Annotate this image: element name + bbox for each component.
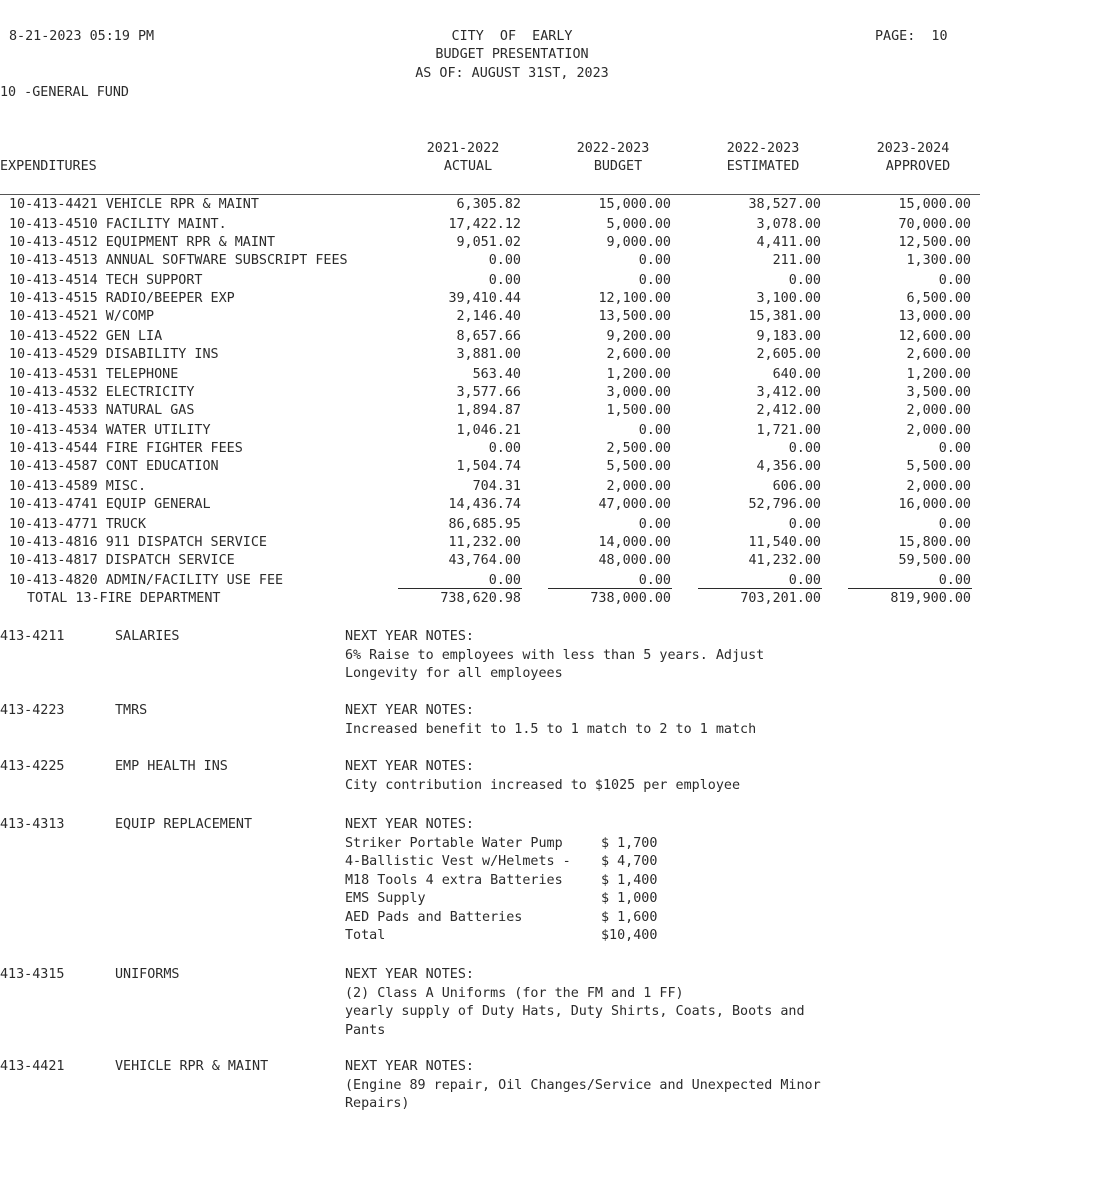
approved-value: 2,000.00 bbox=[906, 403, 971, 418]
note-body bbox=[345, 702, 756, 739]
actual-value: 39,410.44 bbox=[448, 291, 521, 306]
total-estimated: 703,201.00 bbox=[740, 591, 821, 606]
note-item bbox=[345, 872, 657, 891]
note-body bbox=[345, 966, 805, 1040]
approved-value: 59,500.00 bbox=[898, 553, 971, 568]
account-label: 10-413-4510 FACILITY MAINT. bbox=[9, 217, 227, 232]
col2-year: 2022-2023 bbox=[576, 141, 650, 156]
total-row bbox=[0, 590, 1000, 608]
note-body bbox=[345, 1058, 821, 1114]
table-row bbox=[0, 402, 1000, 420]
estimated-value: 0.00 bbox=[788, 441, 821, 456]
actual-value: 8,657.66 bbox=[456, 329, 521, 344]
header-divider bbox=[0, 194, 980, 195]
approved-value: 0.00 bbox=[938, 573, 971, 588]
actual-value: 11,232.00 bbox=[448, 535, 521, 550]
table-row bbox=[0, 346, 1000, 364]
table-row bbox=[0, 516, 1000, 534]
total-approved: 819,900.00 bbox=[890, 591, 971, 606]
actual-value: 3,881.00 bbox=[456, 347, 521, 362]
account-label: 10-413-4816 911 DISPATCH SERVICE bbox=[9, 535, 267, 550]
city-name: CITY OF EARLY bbox=[451, 29, 573, 44]
estimated-value: 4,356.00 bbox=[756, 459, 821, 474]
note-item-desc: Total bbox=[345, 928, 386, 943]
note-account-name: VEHICLE RPR & MAINT bbox=[115, 1059, 269, 1074]
note-account: 413-4211 bbox=[0, 629, 65, 644]
note-item bbox=[345, 890, 657, 909]
note-item bbox=[345, 853, 657, 872]
estimated-value: 3,412.00 bbox=[756, 385, 821, 400]
budget-value: 3,000.00 bbox=[606, 385, 671, 400]
col4-year: 2023-2024 bbox=[876, 141, 950, 156]
col3-year: 2022-2023 bbox=[726, 141, 800, 156]
note-text: Longevity for all employees bbox=[345, 666, 563, 681]
table-row bbox=[0, 328, 1000, 346]
account-label: 10-413-4529 DISABILITY INS bbox=[9, 347, 219, 362]
account-label: 10-413-4531 TELEPHONE bbox=[9, 367, 179, 382]
approved-value: 15,800.00 bbox=[898, 535, 971, 550]
actual-value: 6,305.82 bbox=[456, 197, 521, 212]
approved-value: 0.00 bbox=[938, 441, 971, 456]
col4-label: APPROVED bbox=[885, 159, 951, 174]
estimated-value: 52,796.00 bbox=[748, 497, 821, 512]
estimated-value: 640.00 bbox=[772, 367, 821, 382]
account-label: 10-413-4534 WATER UTILITY bbox=[9, 423, 211, 438]
account-label: 10-413-4817 DISPATCH SERVICE bbox=[9, 553, 235, 568]
budget-value: 15,000.00 bbox=[598, 197, 671, 212]
estimated-value: 9,183.00 bbox=[756, 329, 821, 344]
table-row bbox=[0, 496, 1000, 514]
approved-value: 12,500.00 bbox=[898, 235, 971, 250]
page-number: PAGE: 10 bbox=[875, 29, 948, 44]
note-account-name: UNIFORMS bbox=[115, 967, 180, 982]
note-text: (2) Class A Uniforms (for the FM and 1 FF) bbox=[345, 985, 684, 1001]
note-account-name: SALARIES bbox=[115, 629, 180, 644]
budget-value: 0.00 bbox=[638, 253, 671, 268]
actual-value: 0.00 bbox=[488, 273, 521, 288]
note-account: 413-4225 bbox=[0, 759, 65, 774]
estimated-value: 4,411.00 bbox=[756, 235, 821, 250]
total-underline-col4 bbox=[848, 588, 972, 589]
actual-value: 0.00 bbox=[488, 573, 521, 588]
estimated-value: 41,232.00 bbox=[748, 553, 821, 568]
account-label: 10-413-4532 ELECTRICITY bbox=[9, 385, 195, 400]
table-row bbox=[0, 440, 1000, 458]
total-underline-col3 bbox=[698, 588, 822, 589]
note-account: 413-4223 bbox=[0, 703, 65, 718]
budget-value: 14,000.00 bbox=[598, 535, 671, 550]
report-datetime: 8-21-2023 05:19 PM bbox=[9, 29, 155, 44]
budget-value: 0.00 bbox=[638, 273, 671, 288]
total-underline-col1 bbox=[398, 588, 522, 589]
budget-value: 1,200.00 bbox=[606, 367, 671, 382]
approved-value: 1,200.00 bbox=[906, 367, 971, 382]
account-label: 10-413-4589 MISC. bbox=[9, 479, 147, 494]
account-label: 10-413-4421 VEHICLE RPR & MAINT bbox=[9, 197, 259, 212]
note-item-amount: $ 4,700 bbox=[601, 854, 658, 869]
account-label: 10-413-4544 FIRE FIGHTER FEES bbox=[9, 441, 243, 456]
estimated-value: 0.00 bbox=[788, 517, 821, 532]
estimated-value: 15,381.00 bbox=[748, 309, 821, 324]
budget-value: 2,600.00 bbox=[606, 347, 671, 362]
table-row bbox=[0, 366, 1000, 384]
note-text: (Engine 89 repair, Oil Changes/Service and Unexpected Minor bbox=[345, 1077, 821, 1093]
approved-value: 0.00 bbox=[938, 273, 971, 288]
note-account: 413-4315 bbox=[0, 967, 65, 982]
note-account: 413-4313 bbox=[0, 817, 65, 832]
total-underline-col2 bbox=[548, 588, 672, 589]
table-row bbox=[0, 234, 1000, 252]
note-body bbox=[345, 628, 764, 684]
budget-value: 5,000.00 bbox=[606, 217, 671, 232]
note-item-desc: AED Pads and Batteries bbox=[345, 909, 523, 925]
actual-value: 3,577.66 bbox=[456, 385, 521, 400]
note-item-desc: EMS Supply bbox=[345, 891, 426, 906]
table-row bbox=[0, 308, 1000, 326]
note-text: Repairs) bbox=[345, 1096, 410, 1111]
actual-value: 43,764.00 bbox=[448, 553, 521, 568]
note-item-desc: 4-Ballistic Vest w/Helmets - bbox=[345, 854, 571, 869]
estimated-value: 38,527.00 bbox=[748, 197, 821, 212]
estimated-value: 0.00 bbox=[788, 573, 821, 588]
budget-value: 0.00 bbox=[638, 573, 671, 588]
approved-value: 6,500.00 bbox=[906, 291, 971, 306]
note-account-name: EMP HEALTH INS bbox=[115, 759, 228, 774]
actual-value: 17,422.12 bbox=[448, 217, 521, 232]
report-title: BUDGET PRESENTATION bbox=[435, 47, 589, 62]
approved-value: 12,600.00 bbox=[898, 329, 971, 344]
col1-label: ACTUAL bbox=[443, 159, 493, 174]
account-label: 10-413-4587 CONT EDUCATION bbox=[9, 459, 219, 474]
table-row bbox=[0, 422, 1000, 440]
col1-year: 2021-2022 bbox=[426, 141, 500, 156]
approved-value: 15,000.00 bbox=[898, 197, 971, 212]
note-heading: NEXT YEAR NOTES: bbox=[345, 629, 474, 644]
approved-value: 70,000.00 bbox=[898, 217, 971, 232]
budget-value: 48,000.00 bbox=[598, 553, 671, 568]
estimated-value: 2,605.00 bbox=[756, 347, 821, 362]
note-item bbox=[345, 909, 657, 928]
actual-value: 2,146.40 bbox=[456, 309, 521, 324]
total-budget: 738,000.00 bbox=[590, 591, 671, 606]
estimated-value: 0.00 bbox=[788, 273, 821, 288]
note-account-name: EQUIP REPLACEMENT bbox=[115, 817, 253, 832]
table-row bbox=[0, 384, 1000, 402]
approved-value: 3,500.00 bbox=[906, 385, 971, 400]
note-heading: NEXT YEAR NOTES: bbox=[345, 967, 474, 982]
table-row bbox=[0, 216, 1000, 234]
approved-value: 16,000.00 bbox=[898, 497, 971, 512]
table-row bbox=[0, 552, 1000, 570]
note-text: yearly supply of Duty Hats, Duty Shirts, Coats, Boots and bbox=[345, 1004, 805, 1019]
account-label: 10-413-4513 ANNUAL SOFTWARE SUBSCRIPT FEES bbox=[9, 253, 348, 268]
table-row bbox=[0, 252, 1000, 270]
note-text: City contribution increased to $1025 per employee bbox=[345, 777, 741, 793]
note-item-desc: Striker Portable Water Pump bbox=[345, 835, 563, 851]
actual-value: 704.31 bbox=[472, 479, 521, 494]
estimated-value: 211.00 bbox=[772, 253, 821, 268]
note-text: Increased benefit to 1.5 to 1 match to 2 to 1 match bbox=[345, 721, 757, 737]
actual-value: 563.40 bbox=[472, 367, 521, 382]
actual-value: 1,046.21 bbox=[456, 423, 521, 438]
account-label: 10-413-4522 GEN LIA bbox=[9, 329, 163, 344]
budget-value: 47,000.00 bbox=[598, 497, 671, 512]
budget-value: 9,200.00 bbox=[606, 329, 671, 344]
budget-value: 0.00 bbox=[638, 423, 671, 438]
budget-value: 9,000.00 bbox=[606, 235, 671, 250]
budget-value: 2,500.00 bbox=[606, 441, 671, 456]
note-item-amount: $ 1,400 bbox=[601, 872, 658, 888]
note-account: 413-4421 bbox=[0, 1059, 65, 1074]
budget-value: 5,500.00 bbox=[606, 459, 671, 474]
note-heading: NEXT YEAR NOTES: bbox=[345, 817, 474, 832]
note-body bbox=[345, 758, 740, 795]
account-label: 10-413-4521 W/COMP bbox=[9, 309, 155, 324]
estimated-value: 2,412.00 bbox=[756, 403, 821, 418]
note-item bbox=[345, 927, 657, 946]
account-label: 10-413-4820 ADMIN/FACILITY USE FEE bbox=[9, 573, 284, 588]
account-label: 10-413-4514 TECH SUPPORT bbox=[9, 273, 203, 288]
account-label: 10-413-4771 TRUCK bbox=[9, 517, 147, 532]
total-actual: 738,620.98 bbox=[440, 591, 521, 606]
account-label: 10-413-4741 EQUIP GENERAL bbox=[9, 497, 211, 512]
actual-value: 0.00 bbox=[488, 253, 521, 268]
budget-value: 13,500.00 bbox=[598, 309, 671, 324]
actual-value: 14,436.74 bbox=[448, 497, 521, 512]
budget-value: 12,100.00 bbox=[598, 291, 671, 306]
estimated-value: 1,721.00 bbox=[756, 423, 821, 438]
note-text: 6% Raise to employees with less than 5 years. Adjust bbox=[345, 647, 765, 663]
note-body bbox=[345, 816, 657, 946]
note-item-amount: $ 1,600 bbox=[601, 909, 658, 925]
budget-value: 0.00 bbox=[638, 517, 671, 532]
approved-value: 0.00 bbox=[938, 517, 971, 532]
note-item-amount: $ 1,700 bbox=[601, 835, 658, 851]
note-heading: NEXT YEAR NOTES: bbox=[345, 703, 474, 718]
approved-value: 13,000.00 bbox=[898, 309, 971, 324]
account-label: 10-413-4512 EQUIPMENT RPR & MAINT bbox=[9, 235, 276, 250]
estimated-value: 3,100.00 bbox=[756, 291, 821, 306]
approved-value: 2,000.00 bbox=[906, 423, 971, 438]
note-item bbox=[345, 835, 657, 854]
estimated-value: 3,078.00 bbox=[756, 217, 821, 232]
note-item-amount: $ 1,000 bbox=[601, 891, 658, 906]
table-row bbox=[0, 272, 1000, 290]
table-row bbox=[0, 458, 1000, 476]
note-account-name: TMRS bbox=[115, 703, 148, 718]
total-label: TOTAL 13-FIRE DEPARTMENT bbox=[27, 591, 221, 606]
note-item-desc: M18 Tools 4 extra Batteries bbox=[345, 872, 563, 888]
note-text: Pants bbox=[345, 1022, 386, 1038]
budget-value: 2,000.00 bbox=[606, 479, 671, 494]
approved-value: 2,000.00 bbox=[906, 479, 971, 494]
approved-value: 2,600.00 bbox=[906, 347, 971, 362]
section-label: EXPENDITURES bbox=[0, 159, 97, 174]
note-heading: NEXT YEAR NOTES: bbox=[345, 759, 474, 774]
approved-value: 1,300.00 bbox=[906, 253, 971, 268]
estimated-value: 606.00 bbox=[772, 479, 821, 494]
col3-label: ESTIMATED bbox=[726, 159, 800, 174]
approved-value: 5,500.00 bbox=[906, 459, 971, 474]
table-row bbox=[0, 534, 1000, 552]
actual-value: 86,685.95 bbox=[448, 517, 521, 532]
actual-value: 9,051.02 bbox=[456, 235, 521, 250]
note-heading: NEXT YEAR NOTES: bbox=[345, 1059, 474, 1074]
actual-value: 1,894.87 bbox=[456, 403, 521, 418]
account-label: 10-413-4515 RADIO/BEEPER EXP bbox=[9, 291, 235, 306]
note-item-amount: $10,400 bbox=[601, 928, 658, 943]
table-row bbox=[0, 290, 1000, 308]
actual-value: 1,504.74 bbox=[456, 459, 521, 474]
actual-value: 0.00 bbox=[488, 441, 521, 456]
report-as-of: AS OF: AUGUST 31ST, 2023 bbox=[415, 66, 609, 81]
budget-value: 1,500.00 bbox=[606, 403, 671, 418]
account-label: 10-413-4533 NATURAL GAS bbox=[9, 403, 195, 418]
estimated-value: 11,540.00 bbox=[748, 535, 821, 550]
fund-name: 10 -GENERAL FUND bbox=[0, 85, 129, 100]
table-row bbox=[0, 196, 1000, 214]
col2-label: BUDGET bbox=[593, 159, 643, 174]
table-row bbox=[0, 478, 1000, 496]
